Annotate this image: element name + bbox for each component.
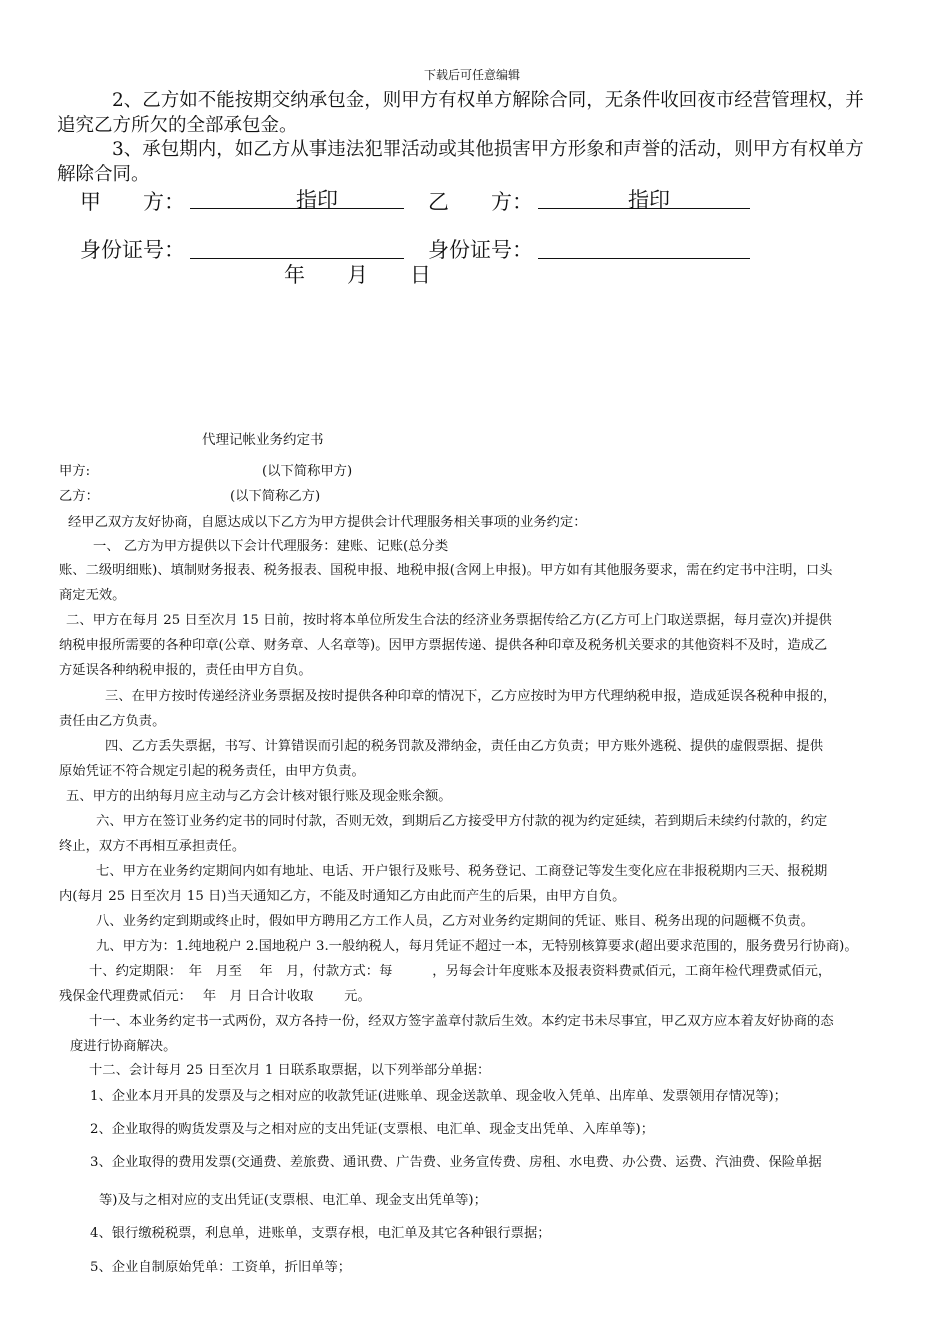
document-item-1: 1、企业本月开具的发票及与之相对应的收款凭证(进账单、现金送款单、现金收入凭单、出库单、发票领用存情况等)； xyxy=(90,1089,787,1104)
party-a-signature-label: 甲 方： xyxy=(80,190,185,214)
party-a-id-label: 身份证号： xyxy=(80,238,185,262)
clause-4-line-1: 四、乙方丢失票据，书写、计算错误而引起的税务罚款及滞纳金，责任由乙方负责；甲方账外逃税、提供的虚假票据、提供 xyxy=(105,739,824,754)
clause-10-line-2: 残保金代理费贰佰元： 年 月 日合计收取 元。 xyxy=(59,989,371,1004)
clause-5: 五、甲方的出纳每月应主动与乙方会计核对银行账及现金账余额。 xyxy=(66,789,452,804)
clause-8: 八、业务约定到期或终止时，假如甲方聘用乙方工作人员，乙方对业务约定期间的凭证、账目、税务出现的问题概不负责。 xyxy=(96,914,815,929)
document-item-4: 4、银行缴税税票，利息单，进账单，支票存根，电汇单及其它各种银行票据； xyxy=(90,1226,551,1241)
clause-6-line-2: 终止，双方不再相互承担责任。 xyxy=(59,839,246,854)
party-a-fingerprint-mark: 指印 xyxy=(296,188,338,212)
clause-1-line-1: 一、 乙方为甲方提供以下会计代理服务：建账、记账(总分类 xyxy=(93,539,449,554)
party-b-fingerprint-mark: 指印 xyxy=(628,188,670,212)
clause-2-paragraph-line-1: 二、甲方在每月 25 日至次月 15 日前，按时将本单位所发生合法的经济业务票据传给乙方(乙方可上门取送票据，每月壹次)并提供 xyxy=(66,613,832,628)
clause-1-line-3: 商定无效。 xyxy=(59,588,126,603)
page-header-note: 下载后可任意编辑 xyxy=(424,68,521,82)
agreement-title: 代理记帐业务约定书 xyxy=(202,432,324,448)
clause-11-line-2: 度进行协商解决。 xyxy=(70,1039,177,1054)
party-b-signature-line xyxy=(538,184,750,212)
document-item-3-line-1: 3、企业取得的费用发票(交通费、差旅费、通讯费、广告费、业务宣传费、房租、水电费、办公费、运费、汽油费、保险单据 xyxy=(90,1155,822,1170)
party-a-alias-note: (以下简称甲方) xyxy=(262,464,353,479)
clause-9: 九、甲方为：1.纯地税户 2.国地税户 3.一般纳税人，每月凭证不超过一本，无特别核算要求(超出要求范围的，服务费另行协商)。 xyxy=(96,939,858,954)
document-item-2: 2、企业取得的购货发票及与之相对应的支出凭证(支票根、电汇单、现金支出凭单、入库单等)； xyxy=(90,1122,655,1137)
party-a-name-label: 甲方: xyxy=(59,464,91,479)
clause-7-line-2: 内(每月 25 日至次月 15 日)当天通知乙方，不能及时通知乙方由此而产生的后果，由甲方自负。 xyxy=(59,889,626,904)
clause-1-line-2: 账、二级明细账)、填制财务报表、税务报表、国税申报、地税申报(含网上申报)。甲方如有其他服务要求，需在约定书中注明，口头 xyxy=(59,563,833,578)
clause-11-line-1: 十一、本业务约定书一式两份，双方各持一份，经双方签字盖章付款后生效。本约定书未尽事宜，甲乙双方应本着友好协商的态 xyxy=(89,1014,834,1029)
party-b-id-label: 身份证号： xyxy=(428,238,533,262)
clause-2-line-1: 2、乙方如不能按期交纳承包金，则甲方有权单方解除合同，无条件收回夜市经营管理权，并 xyxy=(112,90,864,111)
party-b-alias-note: (以下简称乙方) xyxy=(230,489,321,504)
clause-6-line-1: 六、甲方在签订业务约定书的同时付款，否则无效，到期后乙方接受甲方付款的视为约定延续，若到期后未续约付款的，约定 xyxy=(96,814,828,829)
clause-3-paragraph-line-1: 三、在甲方按时传递经济业务票据及按时提供各种印章的情况下，乙方应按时为甲方代理纳税申报，造成延误各税种申报的， xyxy=(105,689,837,704)
document-item-3-line-2: 等)及与之相对应的支出凭证(支票根、电汇单、现金支出凭单等)； xyxy=(99,1193,487,1208)
document-item-5: 5、企业自制原始凭单：工资单，折旧单等； xyxy=(90,1260,352,1275)
party-b-name-label: 乙方： xyxy=(59,489,99,504)
party-b-signature-label: 乙 方： xyxy=(428,190,533,214)
clause-10-line-1: 十、约定期限： 年 月至 年 月，付款方式：每 ，另每会计年度账本及报表资料费贰佰元，工商年检代理费贰佰元， xyxy=(89,964,832,979)
agreement-intro: 经甲乙双方友好协商，自愿达成以下乙方为甲方提供会计代理服务相关事项的业务约定： xyxy=(68,515,587,530)
clause-3-line-2: 解除合同。 xyxy=(57,164,150,185)
party-b-id-line xyxy=(538,234,750,259)
clause-2-paragraph-line-2: 纳税申报所需要的各种印章(公章、财务章、人名章等)。因甲方票据传递、提供各种印章及税务机关要求的其他资料不及时，造成乙 xyxy=(59,638,828,653)
clause-2-line-2: 追究乙方所欠的全部承包金。 xyxy=(57,115,298,136)
clause-7-line-1: 七、甲方在业务约定期间内如有地址、电话、开户银行及账号、税务登记、工商登记等发生变化应在非报税期内三天、报税期 xyxy=(96,864,828,879)
party-a-signature-line xyxy=(190,184,404,212)
signing-date: 年 月 日 xyxy=(284,263,431,287)
clause-2-paragraph-line-3: 方延误各种纳税申报的，责任由甲方自负。 xyxy=(59,663,312,678)
clause-12: 十二、会计每月 25 日至次月 1 日联系取票据，以下列举部分单据： xyxy=(89,1063,491,1078)
party-a-id-line xyxy=(190,234,404,259)
clause-4-line-2: 原始凭证不符合规定引起的税务责任，由甲方负责。 xyxy=(59,764,365,779)
clause-3-paragraph-line-2: 责任由乙方负责。 xyxy=(59,714,166,729)
clause-3-line-1: 3、承包期内，如乙方从事违法犯罪活动或其他损害甲方形象和声誉的活动，则甲方有权单方 xyxy=(112,139,864,160)
